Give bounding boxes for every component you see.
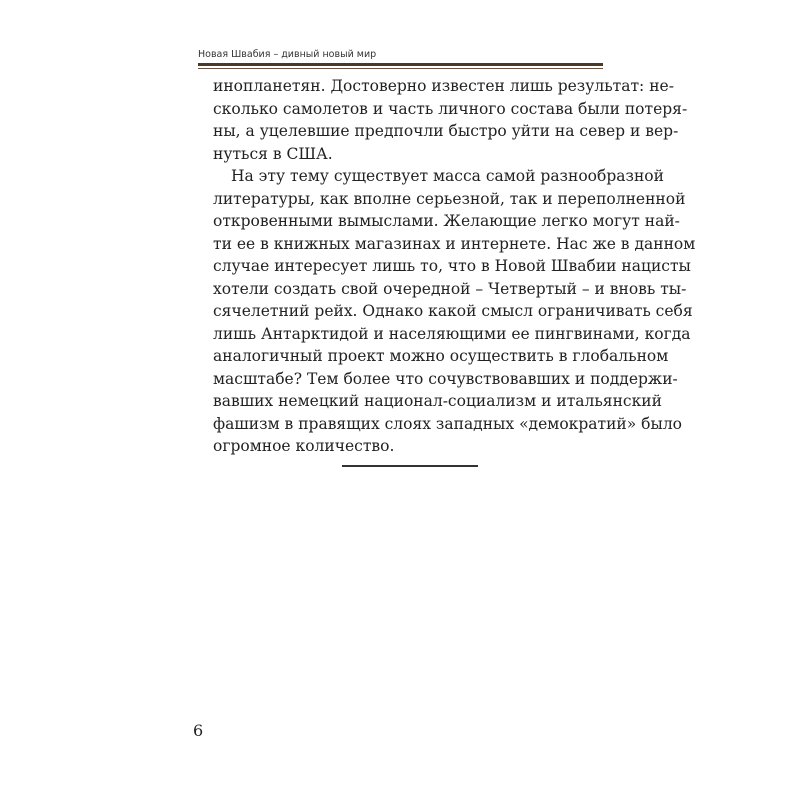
text-line: На эту тему существует масса самой разнообразной [231, 167, 664, 185]
section-divider [342, 465, 478, 467]
page-number: 6 [193, 721, 204, 740]
text-line: литературы, как вполне серьезной, так и переполненной [213, 189, 686, 208]
text-line: ти ее в книжных магазинах и интернете. Нас же в данном [213, 234, 696, 253]
text-line: фашизм в правящих слоях западных «демократий» было [213, 414, 682, 433]
text-line: инопланетян. Достоверно известен лишь результат: не- [213, 77, 674, 95]
text-line: огромное количество. [213, 437, 395, 455]
text-line: нуться в США. [213, 144, 333, 163]
text-line: случае интересует лишь то, что в Новой Швабии нацисты [213, 257, 691, 275]
body-text [213, 75, 696, 458]
header-rule-thin [198, 68, 603, 69]
text-line: хотели создать свой очередной – Четвертый – и вновь ты- [213, 279, 687, 298]
text-line: масштабе? Тем более что сочувствовавших и поддержи- [213, 369, 678, 388]
text-line: ны, а уцелевшие предпочли быстро уйти на север и вер- [213, 122, 679, 140]
text-line: аналогичный проект можно осуществить в глобальном [213, 347, 669, 365]
text-line: откровенными вымыслами. Желающие легко могут най- [213, 212, 680, 230]
running-head-title: Новая Швабия – дивный новый мир [198, 49, 377, 60]
text-line: лишь Антарктидой и населяющими ее пингвинами, когда [213, 324, 691, 343]
text-line: сячелетний рейх. Однако какой смысл ограничивать себя [213, 302, 693, 320]
header-rule-thick [198, 63, 603, 66]
text-line: вавших немецкий национал-социализм и итальянский [213, 392, 662, 410]
text-line: сколько самолетов и часть личного состава были потеря- [213, 99, 688, 118]
